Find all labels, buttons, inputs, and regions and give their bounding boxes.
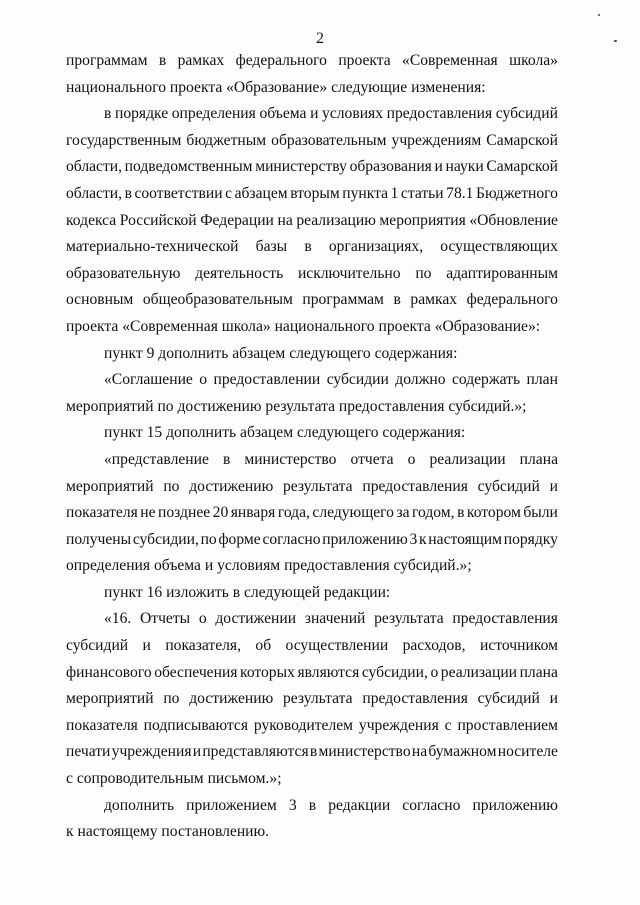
text-line <box>66 261 558 288</box>
text-line: пункт 9 дополнить абзацем следующего содержания: <box>104 344 458 362</box>
text-line <box>66 793 558 820</box>
word: достижении <box>215 610 297 628</box>
word: Отчеты <box>140 610 191 628</box>
word: о <box>407 450 416 468</box>
word: министерство <box>244 450 337 468</box>
word: субсидий <box>477 477 540 495</box>
text-line <box>66 101 558 128</box>
word: в <box>304 238 312 256</box>
word: финансового <box>66 663 152 681</box>
word: соответствии <box>134 184 223 202</box>
word: базы <box>255 238 288 256</box>
word: Федерации <box>200 211 274 229</box>
word: и <box>434 158 443 176</box>
word: с <box>444 716 452 734</box>
text-line: с сопроводительным письмом.»; <box>66 770 282 788</box>
word: реализации <box>440 663 518 681</box>
word: порядку <box>503 530 558 548</box>
word: мероприятий <box>66 690 154 708</box>
text-line <box>66 48 558 75</box>
word: мероприятий <box>66 477 154 495</box>
text-line <box>66 739 558 766</box>
word: 1 <box>390 184 399 202</box>
word: об <box>255 637 272 655</box>
word: бумажном <box>428 743 497 761</box>
word: программам <box>302 291 384 309</box>
word: и <box>549 690 558 708</box>
word: 3 <box>409 530 418 548</box>
word: представляются <box>202 743 309 761</box>
word: субсидий <box>66 637 129 655</box>
word: настоящим <box>428 530 502 548</box>
page-number: 2 <box>316 30 324 47</box>
word: в <box>158 52 167 69</box>
word: вторым <box>290 184 340 202</box>
word: носителе <box>497 743 558 761</box>
word: 78.1 <box>446 184 474 202</box>
word: определения <box>171 105 256 123</box>
word: должно <box>395 371 446 389</box>
word: и <box>142 637 151 655</box>
word: о <box>430 663 439 681</box>
word: расходов, <box>402 637 466 655</box>
word: предоставления <box>362 690 468 708</box>
word: годом, <box>412 504 455 522</box>
text-line <box>66 208 558 235</box>
word: о <box>199 371 208 389</box>
text-line <box>66 447 558 474</box>
word: реализации <box>429 450 506 468</box>
word: и <box>192 743 202 761</box>
text-line <box>66 154 558 181</box>
word: подведомственным <box>124 158 253 176</box>
word: осуществлении <box>285 637 389 655</box>
text-line <box>66 686 558 713</box>
word: форме <box>218 530 261 548</box>
text-line: пункт 16 изложить в следующей редакции: <box>104 583 391 601</box>
text-line <box>66 660 558 687</box>
word: образовательным <box>271 131 387 149</box>
word: области, <box>66 184 123 202</box>
word: кодекса <box>66 211 117 229</box>
word: федерального <box>466 291 558 309</box>
word: субсидии <box>326 371 389 389</box>
word: результата <box>374 610 444 628</box>
word: абзацем <box>234 184 288 202</box>
word: получены <box>66 530 132 548</box>
word: с <box>225 184 233 202</box>
word: Самарской <box>486 158 558 176</box>
word: которых <box>240 663 295 681</box>
word: значений <box>304 610 366 628</box>
word: содержать <box>451 371 521 389</box>
word: проставлением <box>457 716 558 734</box>
word: являются <box>297 663 360 681</box>
word: по <box>415 264 432 282</box>
word: в <box>104 105 112 123</box>
word: образовательную <box>66 264 181 282</box>
word: и <box>549 477 558 495</box>
word: достижению <box>189 690 274 708</box>
word: приложением <box>186 796 277 814</box>
text-line <box>66 367 558 394</box>
word: деятельность <box>195 264 284 282</box>
word: субсидии, <box>361 663 428 681</box>
word: в <box>309 743 318 761</box>
word: федерального <box>235 52 327 69</box>
word: исключительно <box>297 264 401 282</box>
word: 20 <box>212 504 229 522</box>
text-line <box>66 713 558 740</box>
text-line: мероприятий по достижению результата предоставления субсидий.»; <box>66 397 527 415</box>
word: статьи <box>400 184 444 202</box>
word: показателя, <box>165 637 241 655</box>
word: школа» <box>509 52 558 69</box>
word: и <box>310 105 319 123</box>
word: в <box>457 504 465 522</box>
document-body <box>66 48 558 846</box>
word: «представление <box>104 450 209 468</box>
word: января <box>230 504 276 522</box>
word: редакции <box>328 796 391 814</box>
text-line <box>66 500 558 527</box>
word: государственным <box>66 131 182 149</box>
word: на <box>411 743 428 761</box>
word: предоставления <box>452 610 558 628</box>
word: подписываются <box>143 716 248 734</box>
text-line <box>66 474 558 501</box>
text-line <box>66 527 558 554</box>
word: по <box>163 477 180 495</box>
word: осуществляющих <box>440 238 558 256</box>
word: субсидий <box>477 690 540 708</box>
word: бюджетным <box>186 131 267 149</box>
word: предоставления <box>386 105 493 123</box>
word: министерству <box>255 158 347 176</box>
word: условиях <box>322 105 384 123</box>
word: науки <box>445 158 484 176</box>
word: плана <box>519 663 558 681</box>
word: обеспечения <box>154 663 238 681</box>
word: основным <box>66 291 134 309</box>
word: учреждениям <box>391 131 482 149</box>
word: плана <box>519 450 558 468</box>
word: предоставления <box>362 477 468 495</box>
word: отчета <box>350 450 394 468</box>
text-line: пункт 15 дополнить абзацем следующего содержания: <box>104 424 466 442</box>
word: пункта <box>342 184 389 202</box>
word: приложению <box>472 796 558 814</box>
word: были <box>523 504 558 522</box>
word: по <box>200 530 217 548</box>
word: общеобразовательным <box>142 291 293 309</box>
word: Самарской <box>486 131 558 149</box>
word: в <box>124 184 132 202</box>
word: в <box>222 450 231 468</box>
text-line <box>66 633 558 660</box>
word: организациях, <box>328 238 424 256</box>
word: согласно <box>262 530 321 548</box>
scan-speck-mark <box>598 14 600 16</box>
word: проекта <box>338 52 391 69</box>
word: Российской <box>119 211 197 229</box>
word: показателя <box>66 504 138 522</box>
word: в <box>308 796 317 814</box>
word: «Обновление <box>469 211 558 229</box>
word: года, <box>277 504 310 522</box>
word: руководителем <box>253 716 354 734</box>
word: результата <box>283 477 353 495</box>
word: рамках <box>177 52 225 69</box>
word: реализацию <box>296 211 376 229</box>
word: Бюджетного <box>475 184 558 202</box>
text-line <box>66 128 558 155</box>
word: результата <box>283 690 353 708</box>
word: за <box>396 504 410 522</box>
word: согласно <box>402 796 461 814</box>
word: объема <box>259 105 307 123</box>
word: учреждения <box>111 743 192 761</box>
word: приложению <box>322 530 408 548</box>
word: дополнить <box>104 796 175 814</box>
word: в <box>393 291 401 309</box>
word: адаптированным <box>446 264 558 282</box>
word: к <box>419 530 427 548</box>
word: на <box>277 211 293 229</box>
word: мероприятия <box>379 211 466 229</box>
text-line <box>66 234 558 261</box>
word: программам <box>66 52 148 69</box>
text-line: проекта «Современная школа» национального проекта «Образование»: <box>66 317 541 335</box>
word: «16. <box>104 610 132 628</box>
word: образования <box>349 158 432 176</box>
word: «Современная <box>402 52 498 69</box>
word: не <box>140 504 156 522</box>
word: печати <box>66 743 111 761</box>
word: рамках <box>410 291 458 309</box>
word: по <box>163 690 180 708</box>
word: достижению <box>189 477 274 495</box>
scan-speck-mark <box>614 40 617 42</box>
word: «Соглашение <box>104 371 193 389</box>
word: предоставлении <box>213 371 321 389</box>
word: учреждения <box>358 716 439 734</box>
text-line: национального проекта «Образование» следующие изменения: <box>66 78 486 96</box>
word: о <box>198 610 207 628</box>
word: 3 <box>288 796 297 814</box>
word: министерство <box>318 743 411 761</box>
word: котором <box>466 504 521 522</box>
word: позднее <box>158 504 211 522</box>
text-line <box>66 181 558 208</box>
word: порядке <box>114 105 169 123</box>
word: источником <box>479 637 558 655</box>
text-line: к настоящему постановлению. <box>66 823 270 841</box>
word: план <box>526 371 558 389</box>
word: субсидии, <box>132 530 199 548</box>
text-line <box>66 606 558 633</box>
text-line <box>66 287 558 314</box>
word: области, <box>66 158 123 176</box>
word: субсидий <box>495 105 558 123</box>
word: следующего <box>312 504 394 522</box>
text-line: определения объема и условиям предоставления субсидий.»; <box>66 557 472 575</box>
word: показателя <box>66 716 138 734</box>
word: материально-технической <box>66 238 239 256</box>
